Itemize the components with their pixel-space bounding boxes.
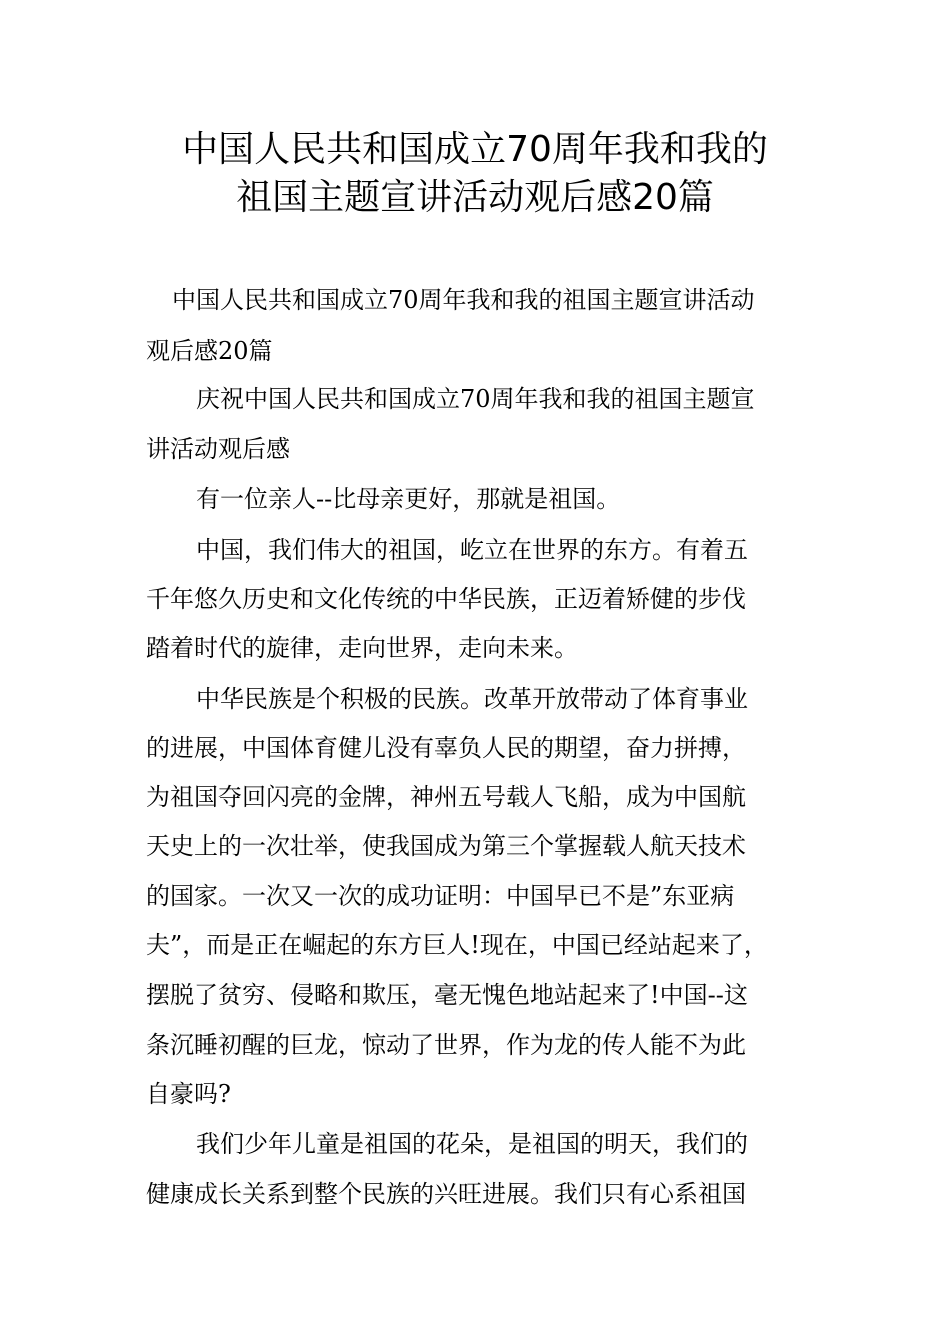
body-line: 条沉睡初醒的巨龙，惊动了世界，作为龙的传人能不为此 bbox=[146, 1031, 746, 1059]
body-line: 讲活动观后感 bbox=[146, 435, 290, 463]
body-line: 天史上的一次壮举，使我国成为第三个掌握载人航天技术 bbox=[146, 832, 746, 860]
body-line: 千年悠久历史和文化传统的中华民族，正迈着矫健的步伐 bbox=[146, 585, 746, 613]
body-line: 健康成长关系到整个民族的兴旺进展。我们只有心系祖国 bbox=[146, 1180, 746, 1208]
body-line: 中国，我们伟大的祖国，屹立在世界的东方。有着五 bbox=[196, 536, 748, 564]
body-line: 为祖国夺回闪亮的金牌，神州五号载人飞船，成为中国航 bbox=[146, 783, 746, 811]
body-line: 中国人民共和国成立70周年我和我的祖国主题宣讲活动 bbox=[172, 286, 755, 314]
body-line: 自豪吗? bbox=[146, 1080, 231, 1108]
body-line: 夫”，而是正在崛起的东方巨人!现在，中国已经站起来了， bbox=[146, 931, 768, 959]
body-line: 的国家。一次又一次的成功证明：中国早已不是”东亚病 bbox=[146, 882, 735, 910]
body-line: 我们少年儿童是祖国的花朵，是祖国的明天，我们的 bbox=[196, 1130, 748, 1158]
body-line: 中华民族是个积极的民族。改革开放带动了体育事业 bbox=[196, 685, 748, 713]
body-line: 摆脱了贫穷、侵略和欺压，毫无愧色地站起来了!中国--这 bbox=[146, 981, 748, 1009]
document-title-line-2: 祖国主题宣讲活动观后感20篇 bbox=[236, 177, 714, 218]
body-line: 有一位亲人--比母亲更好，那就是祖国。 bbox=[196, 485, 621, 513]
document-title-line-1: 中国人民共和国成立70周年我和我的 bbox=[182, 129, 768, 170]
body-line: 的进展，中国体育健儿没有辜负人民的期望，奋力拼搏， bbox=[146, 734, 746, 762]
body-line: 庆祝中国人民共和国成立70周年我和我的祖国主题宣 bbox=[196, 385, 755, 413]
body-line: 观后感20篇 bbox=[146, 337, 273, 365]
body-line: 踏着时代的旋律，走向世界，走向未来。 bbox=[146, 634, 578, 662]
